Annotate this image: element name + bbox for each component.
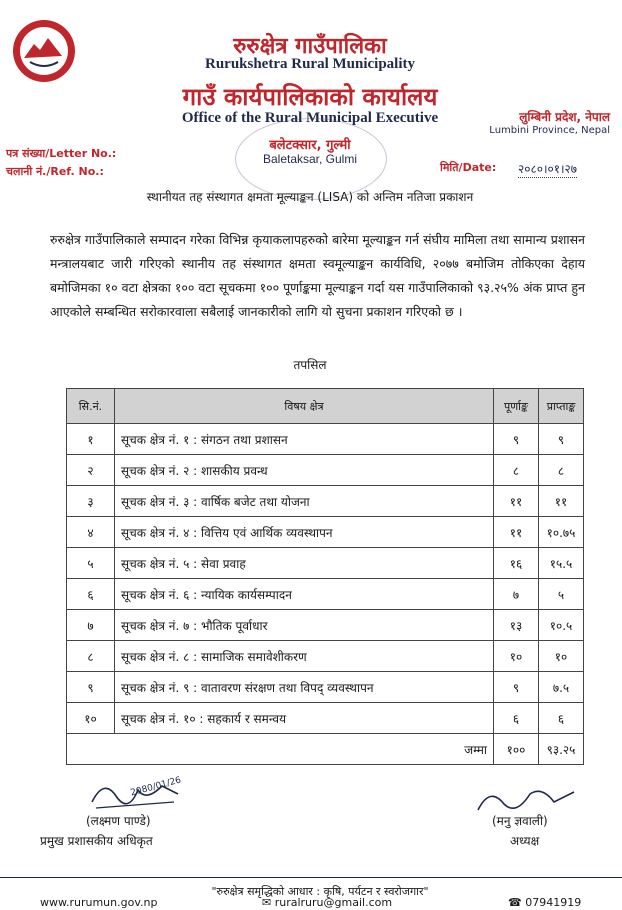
row-sn: २ xyxy=(67,455,115,486)
row-area: सूचक क्षेत्र नं. ८ : सामाजिक समावेशीकरण xyxy=(115,641,494,672)
row-area: सूचक क्षेत्र नं. ६ : न्यायिक कार्यसम्पादन xyxy=(115,579,494,610)
phone-icon: ☎ xyxy=(508,896,522,909)
row-obtained: ५ xyxy=(539,579,584,610)
tapsil-heading: तपसिल xyxy=(293,358,327,372)
row-full: १० xyxy=(494,641,539,672)
date-label: मिति/Date: xyxy=(440,161,497,174)
row-full: ११ xyxy=(494,517,539,548)
office-name-ne: गाउँ कार्यपालिकाको कार्यालय xyxy=(182,83,438,111)
row-area: सूचक क्षेत्र नं. ४ : वित्तिय एवं आर्थिक व्यवस्थापन xyxy=(115,517,494,548)
row-full: ७ xyxy=(494,579,539,610)
col-header-area: विषय क्षेत्र xyxy=(115,389,494,424)
row-area: सूचक क्षेत्र नं. २ : शासकीय प्रवन्ध xyxy=(115,455,494,486)
row-full: १६ xyxy=(494,548,539,579)
row-obtained: ६ xyxy=(539,703,584,734)
row-area: सूचक क्षेत्र नं. १० : सहकार्य र समन्वय xyxy=(115,703,494,734)
footer-slogan: "रुरुक्षेत्र समृद्धिको आधार : कृषि, पर्यटन र स्वरोजगार" xyxy=(211,885,429,898)
row-sn: ७ xyxy=(67,610,115,641)
table-row xyxy=(67,703,584,734)
row-sn: ३ xyxy=(67,486,115,517)
row-obtained: १०.७५ xyxy=(539,517,584,548)
row-sn: १० xyxy=(67,703,115,734)
ref-no-label: चलानी नं./Ref. No.: xyxy=(6,165,104,178)
date-value: २०८०।०१।२७ xyxy=(518,162,578,176)
address-ne: बलेटक्सार, गुल्मी xyxy=(269,138,351,153)
row-full: १३ xyxy=(494,610,539,641)
cao-name: (लक्ष्मण पाण्डे) xyxy=(86,814,151,828)
col-header-full-marks: पूर्णाङ्क xyxy=(494,389,539,424)
email-icon: ✉ xyxy=(262,896,272,909)
chair-name: (मनु ज्ञवाली) xyxy=(492,814,548,828)
footer-divider xyxy=(0,877,622,878)
row-area: सूचक क्षेत्र नं. ९ : वातावरण संरक्षण तथा विपद् व्यवस्थापन xyxy=(115,672,494,703)
table-total-row xyxy=(67,734,584,765)
row-full: ९ xyxy=(494,424,539,455)
table-row xyxy=(67,424,584,455)
municipality-logo xyxy=(10,18,78,84)
org-name-en: Rurukshetra Rural Municipality xyxy=(204,56,415,72)
row-obtained: ९ xyxy=(539,424,584,455)
row-area: सूचक क्षेत्र नं. १ : संगठन तथा प्रशासन xyxy=(115,424,494,455)
col-header-sn: सि.नं. xyxy=(67,389,115,424)
chair-title: अध्यक्ष xyxy=(510,834,540,848)
table-row xyxy=(67,486,584,517)
row-area: सूचक क्षेत्र नं. ७ : भौतिक पूर्वाधार xyxy=(115,610,494,641)
row-sn: ५ xyxy=(67,548,115,579)
total-label: जम्मा xyxy=(67,734,494,765)
footer-website: www.rurumun.gov.np xyxy=(40,896,158,909)
row-obtained: ८ xyxy=(539,455,584,486)
table-row xyxy=(67,672,584,703)
row-obtained: ११ xyxy=(539,486,584,517)
row-sn: १ xyxy=(67,424,115,455)
footer-email-group xyxy=(262,896,392,909)
address-en: Baletaksar, Gulmi xyxy=(262,152,358,166)
row-sn: ८ xyxy=(67,641,115,672)
footer-phone: 07941919 xyxy=(525,896,582,909)
table-row xyxy=(67,641,584,672)
cao-signature-date: 2080/01/26 xyxy=(129,775,183,799)
row-sn: ९ xyxy=(67,672,115,703)
table-row xyxy=(67,548,584,579)
row-obtained: १०.५ xyxy=(539,610,584,641)
row-sn: ४ xyxy=(67,517,115,548)
table-row xyxy=(67,455,584,486)
row-area: सूचक क्षेत्र नं. ५ : सेवा प्रवाह xyxy=(115,548,494,579)
province-en: Lumbini Province, Nepal xyxy=(489,125,610,136)
row-obtained: १५.५ xyxy=(539,548,584,579)
notice-body: रुरुक्षेत्र गाउँपालिकाले सम्पादन गरेका विभिन्न कृयाकलापहरुको बारेमा मूल्याङ्कन गर्न संघीय मामिला तथा सामान्य प्रशासन मन्त्रालयबाट जारी गरिएको स्थानीय तह संस्थागत क्षमता स्वमूल्याङ्कन कार्यविधि, २०७७ बमोजिम तोकिएका देहाय बमोजिमका १० वटा क्षेत्रका १०० वटा सूचकमा १०० पूर्णाङ्कमा मूल्याङ्कन गर्दा यस गाउँपालिकाको ९३.२५% अंक प्राप्त हुन आएकोले सम्बन्धित सरोकारवाला सबैलाई जानकारीको लागि यो सुचना प्रकाशन गरिएको छ । xyxy=(50,232,585,319)
results-table xyxy=(66,388,584,765)
row-full: ११ xyxy=(494,486,539,517)
total-full-marks: १०० xyxy=(494,734,539,765)
office-name-en: Office of the Rural Municipal Executive xyxy=(181,110,439,126)
row-full: ६ xyxy=(494,703,539,734)
table-header-row xyxy=(67,389,584,424)
row-full: ९ xyxy=(494,672,539,703)
notice-subject: स्थानीयत तह संस्थागत क्षमता मूल्याङ्कन (LISA) को अन्तिम नतिजा प्रकाशन xyxy=(146,190,474,204)
row-obtained: १० xyxy=(539,641,584,672)
footer-phone-group xyxy=(508,896,581,909)
row-obtained: ७.५ xyxy=(539,672,584,703)
row-full: ८ xyxy=(494,455,539,486)
letter-no-label: पत्र संख्या/Letter No.: xyxy=(6,147,117,160)
table-row xyxy=(67,517,584,548)
footer-email: ruralruru@gmail.com xyxy=(274,896,393,909)
org-name-ne: रुरुक्षेत्र गाउँपालिका xyxy=(233,34,387,59)
cao-title: प्रमुख प्रशासकीय अधिकृत xyxy=(40,834,153,848)
col-header-obtained: प्राप्ताङ्क xyxy=(539,389,584,424)
table-row xyxy=(67,579,584,610)
table-row xyxy=(67,610,584,641)
total-obtained: ९३.२५ xyxy=(539,734,584,765)
province-ne: लुम्बिनी प्रदेश, नेपाल xyxy=(519,110,610,124)
row-sn: ६ xyxy=(67,579,115,610)
row-area: सूचक क्षेत्र नं. ३ : वार्षिक बजेट तथा योजना xyxy=(115,486,494,517)
